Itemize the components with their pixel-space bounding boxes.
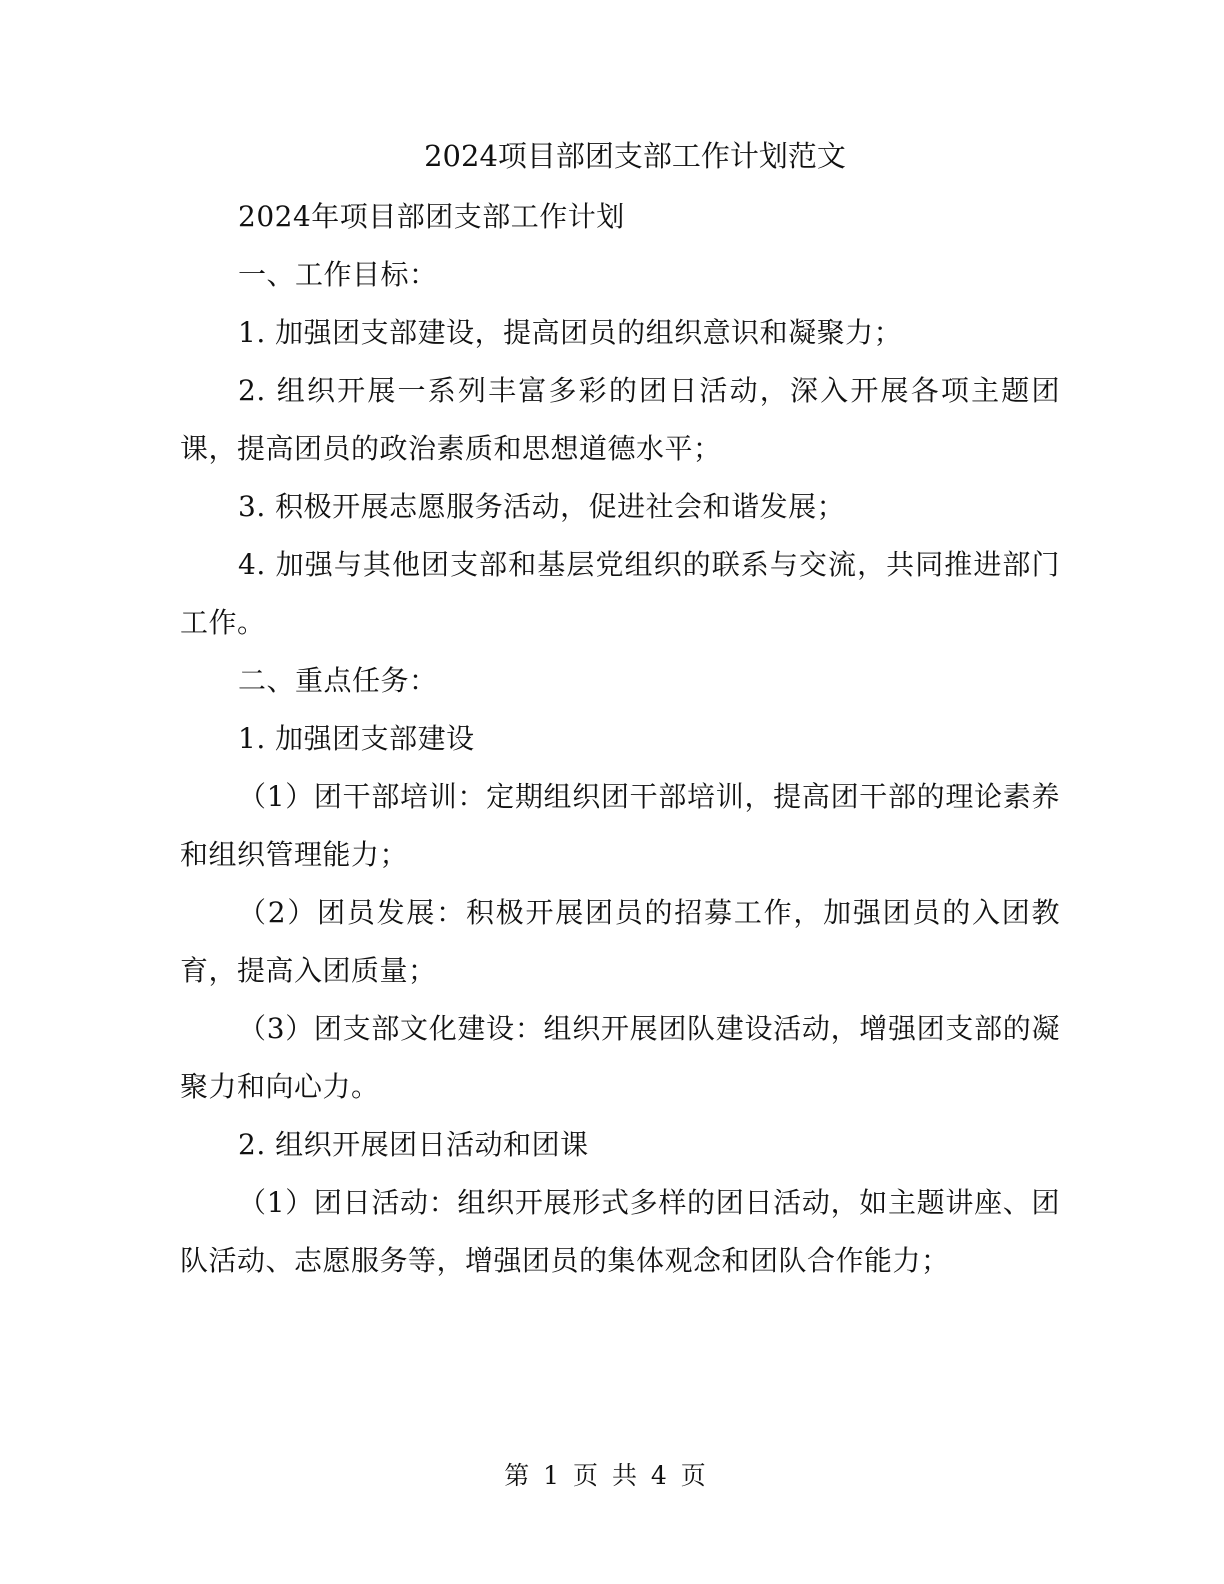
paragraph-task-1-item-1: （1）团干部培训：定期组织团干部培训，提高团干部的理论素养和组织管理能力；	[180, 780, 1060, 871]
paragraph-task-1: 1. 加强团支部建设	[238, 722, 475, 755]
paragraph-task-1-item-3: （3）团支部文化建设：组织开展团队建设活动，增强团支部的凝聚力和向心力。	[180, 1012, 1060, 1103]
paragraph-goal-1: 1. 加强团支部建设，提高团员的组织意识和凝聚力；	[238, 316, 903, 349]
paragraph-task-2-item-1: （1）团日活动：组织开展形式多样的团日活动，如主题讲座、团队活动、志愿服务等，增强团员的集体观念和团队合作能力；	[180, 1186, 1060, 1277]
paragraph-goal-4: 4. 加强与其他团支部和基层党组织的联系与交流，共同推进部门工作。	[180, 548, 1060, 639]
document-body	[180, 188, 1060, 1290]
document-title: 2024项目部团支部工作计划范文	[424, 139, 846, 173]
paragraph-task-1-item-2: （2）团员发展：积极开展团员的招募工作，加强团员的入团教育，提高入团质量；	[180, 896, 1060, 987]
paragraph-goal-3: 3. 积极开展志愿服务活动，促进社会和谐发展；	[238, 490, 846, 523]
paragraph-task-2: 2. 组织开展团日活动和团课	[238, 1128, 589, 1161]
paragraph-plan-heading: 2024年项目部团支部工作计划	[238, 200, 625, 233]
page-footer: 第 1 页 共 4 页	[504, 1461, 706, 1490]
paragraph-goal-2: 2. 组织开展一系列丰富多彩的团日活动，深入开展各项主题团课，提高团员的政治素质和思想道德水平；	[180, 374, 1060, 465]
paragraph-section-tasks: 二、重点任务：	[238, 664, 438, 697]
paragraph-section-goals: 一、工作目标：	[238, 258, 438, 291]
